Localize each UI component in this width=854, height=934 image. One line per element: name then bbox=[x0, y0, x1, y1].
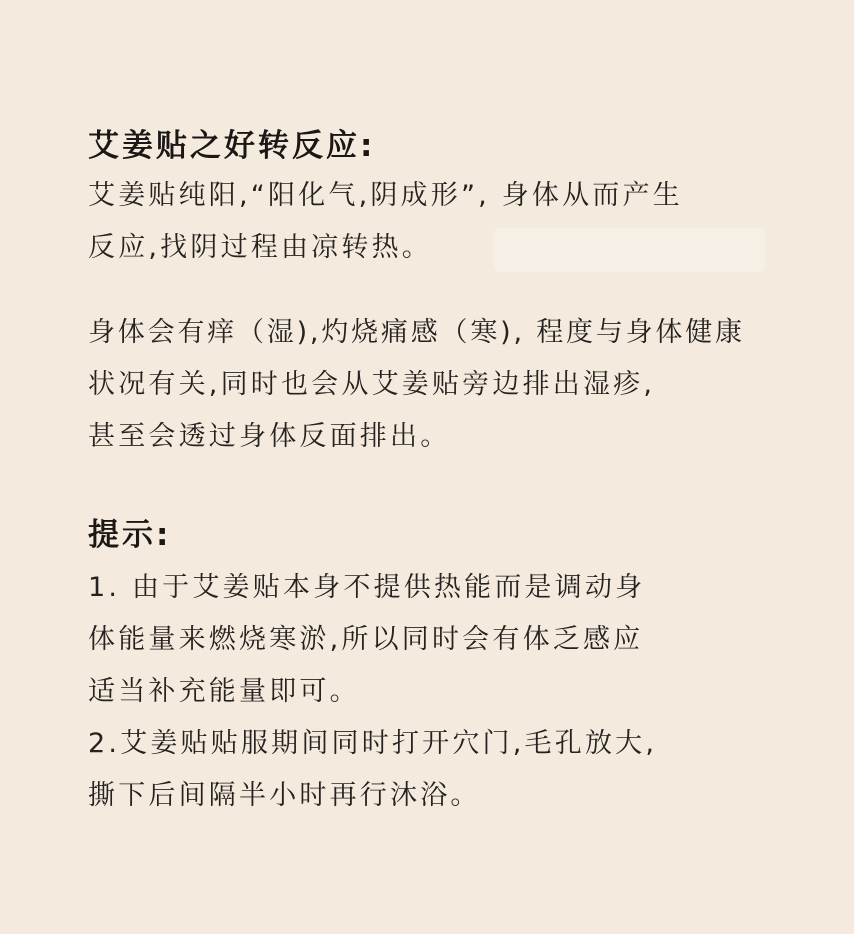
paragraph-line: 甚至会透过身体反面排出。 bbox=[88, 421, 451, 452]
section-title-good-reaction: 艾姜贴之好转反应: bbox=[88, 128, 376, 164]
paragraph-line: 撕下后间隔半小时再行沐浴。 bbox=[88, 780, 481, 811]
paragraph-line: 反应,找阴过程由凉转热。 bbox=[88, 232, 432, 263]
section-title-tips: 提示: bbox=[88, 517, 172, 553]
paragraph-line: 状况有关,同时也会从艾姜贴旁边排出湿疹, bbox=[88, 369, 656, 400]
paragraph-line: 身体会有痒（湿),灼烧痛感（寒), 程度与身体健康 bbox=[88, 317, 745, 348]
paragraph-line: 体能量来燃烧寒淤,所以同时会有体乏感应 bbox=[88, 624, 644, 655]
paragraph-line: 1. 由于艾姜贴本身不提供热能而是调动身 bbox=[88, 572, 646, 603]
blurred-region bbox=[493, 228, 765, 272]
paragraph-line: 艾姜贴纯阳,“阳化气,阴成形”, 身体从而产生 bbox=[88, 180, 683, 211]
paragraph-line: 2.艾姜贴贴服期间同时打开穴门,毛孔放大, bbox=[88, 728, 658, 759]
paragraph-line: 适当补充能量即可。 bbox=[88, 676, 360, 707]
